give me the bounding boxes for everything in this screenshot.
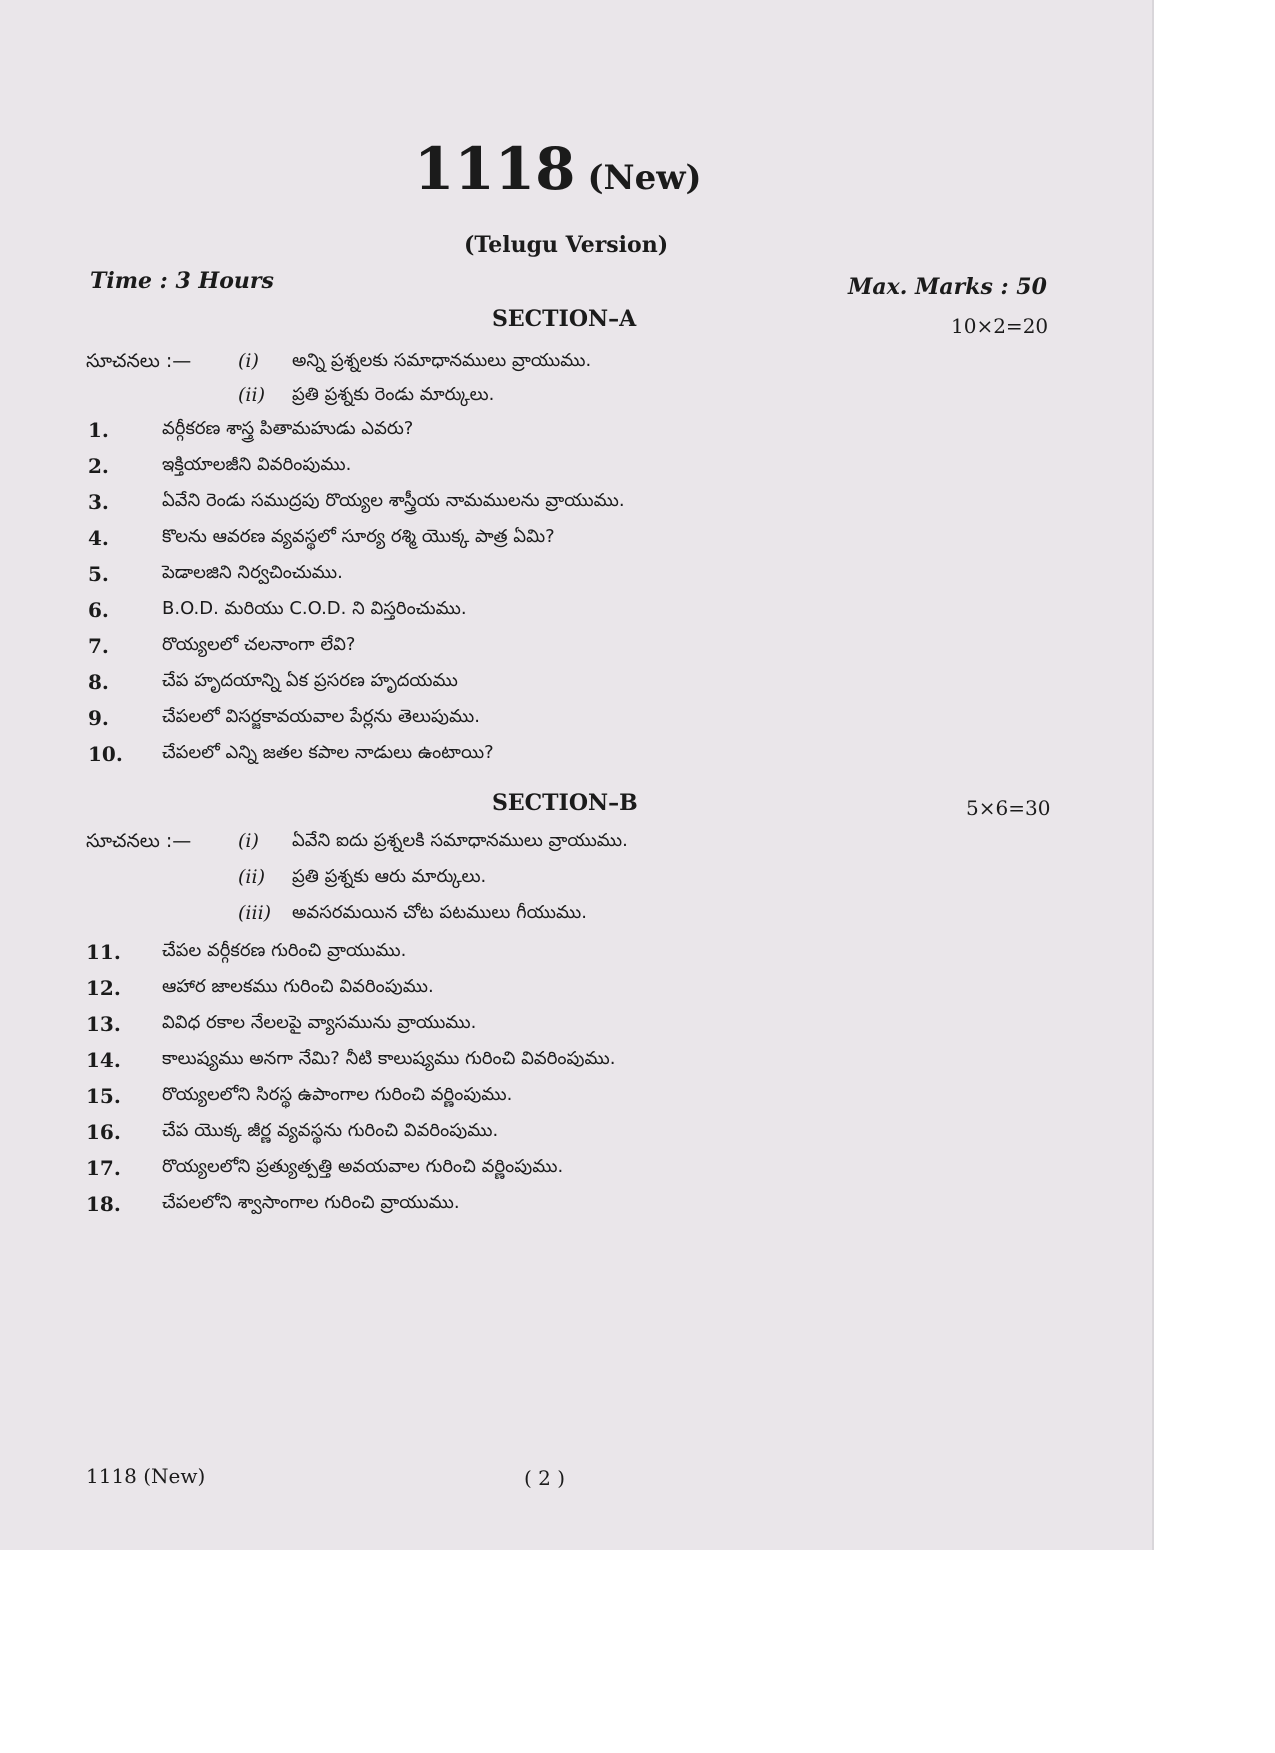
question-text: వివిధ రకాల నేలలపై వ్యాసమును వ్రాయుము.: [162, 1012, 477, 1033]
question-text: రొయ్యలలోని సిరస్థ ఉపాంగాల గురించి వర్ణింపుము.: [162, 1084, 513, 1105]
question-text: కాలుష్యము అనగా నేమి? నీటి కాలుష్యము గురించి వివరింపుము.: [162, 1048, 616, 1069]
question-number: 9.: [88, 706, 109, 730]
question-text: చేపలలో విసర్జకావయవాల పేర్లను తెలుపుము.: [162, 706, 480, 727]
question-number: 8.: [88, 670, 109, 694]
question-number: 15.: [86, 1084, 121, 1108]
note-number: (i): [238, 830, 259, 852]
paper-code-title: 1118 (New): [414, 135, 702, 203]
question-text: ఏవేని రెండు సముద్రపు రొయ్యల శాస్త్రీయ నామములను వ్రాయుము.: [162, 490, 625, 511]
paper-edge: [1152, 0, 1154, 1550]
question-text: ఆహార జాలకము గురించి వివరింపుము.: [162, 976, 434, 997]
question-number: 7.: [88, 634, 109, 658]
note-number: (iii): [238, 902, 272, 924]
question-number: 1.: [88, 418, 109, 442]
question-number: 2.: [88, 454, 109, 478]
question-text: రొయ్యలలో చలనాంగా లేవి?: [162, 634, 356, 655]
section-a-title: SECTION–A: [492, 306, 637, 332]
paper-edition: (New): [587, 158, 702, 198]
question-text: చేపలలో ఎన్ని జతల కపాల నాడులు ఉంటాయి?: [162, 742, 494, 763]
note-text: ఏవేని ఐదు ప్రశ్నలకి సమాధానములు వ్రాయుము.: [292, 830, 628, 851]
question-number: 13.: [86, 1012, 121, 1036]
section-a-marks: 10×2=20: [951, 314, 1049, 338]
question-number: 14.: [86, 1048, 121, 1072]
question-number: 6.: [88, 598, 109, 622]
note-text: అన్ని ప్రశ్నలకు సమాధానములు వ్రాయుము.: [292, 350, 592, 371]
page-number: ( 2 ): [524, 1466, 566, 1490]
section-b-note-label: సూచనలు :—: [86, 830, 192, 852]
question-text: చేపల వర్గీకరణ గురించి వ్రాయుము.: [162, 940, 407, 961]
exam-time: Time : 3 Hours: [90, 268, 274, 294]
section-b-title: SECTION–B: [492, 790, 638, 816]
question-text: చేపలలోని శ్వాసాంగాల గురించి వ్రాయుము.: [162, 1192, 460, 1213]
note-number: (ii): [238, 866, 265, 888]
question-number: 18.: [86, 1192, 121, 1216]
question-text: పెడాలజిని నిర్వచించుము.: [162, 562, 343, 583]
question-number: 10.: [88, 742, 123, 766]
note-number: (i): [238, 350, 259, 372]
max-marks: Max. Marks : 50: [848, 274, 1047, 300]
note-number: (ii): [238, 384, 265, 406]
note-text: అవసరమయిన చోట పటములు గీయుము.: [292, 902, 587, 923]
question-number: 4.: [88, 526, 109, 550]
section-b-marks: 5×6=30: [966, 796, 1051, 820]
note-text: ప్రతి ప్రశ్నకు రెండు మార్కులు.: [292, 384, 495, 405]
section-a-note-label: సూచనలు :—: [86, 350, 192, 372]
footer-paper-code: 1118 (New): [86, 1464, 206, 1488]
question-number: 17.: [86, 1156, 121, 1180]
paper-version: (Telugu Version): [464, 232, 669, 258]
question-text: ఇక్తియాలజీని వివరింపుము.: [162, 454, 352, 475]
note-text: ప్రతి ప్రశ్నకు ఆరు మార్కులు.: [292, 866, 487, 887]
question-text: చేప హృదయాన్ని ఏక ప్రసరణ హృదయము: [162, 670, 458, 691]
question-number: 5.: [88, 562, 109, 586]
question-number: 3.: [88, 490, 109, 514]
question-text: కొలను ఆవరణ వ్యవస్థలో సూర్య రశ్మి యొక్క పాత్ర ఏమి?: [162, 526, 555, 547]
question-text: రొయ్యలలోని ప్రత్యుత్పత్తి అవయవాల గురించి వర్ణింపుము.: [162, 1156, 564, 1177]
question-number: 11.: [86, 940, 121, 964]
question-number: 12.: [86, 976, 121, 1000]
question-text: చేప యొక్క జీర్ణ వ్యవస్థను గురించి వివరింపుము.: [162, 1120, 499, 1141]
question-text: వర్గీకరణ శాస్త్ర పితామహుడు ఎవరు?: [162, 418, 414, 439]
question-text: B.O.D. మరియు C.O.D. ని విస్తరించుము.: [162, 598, 467, 619]
question-number: 16.: [86, 1120, 121, 1144]
